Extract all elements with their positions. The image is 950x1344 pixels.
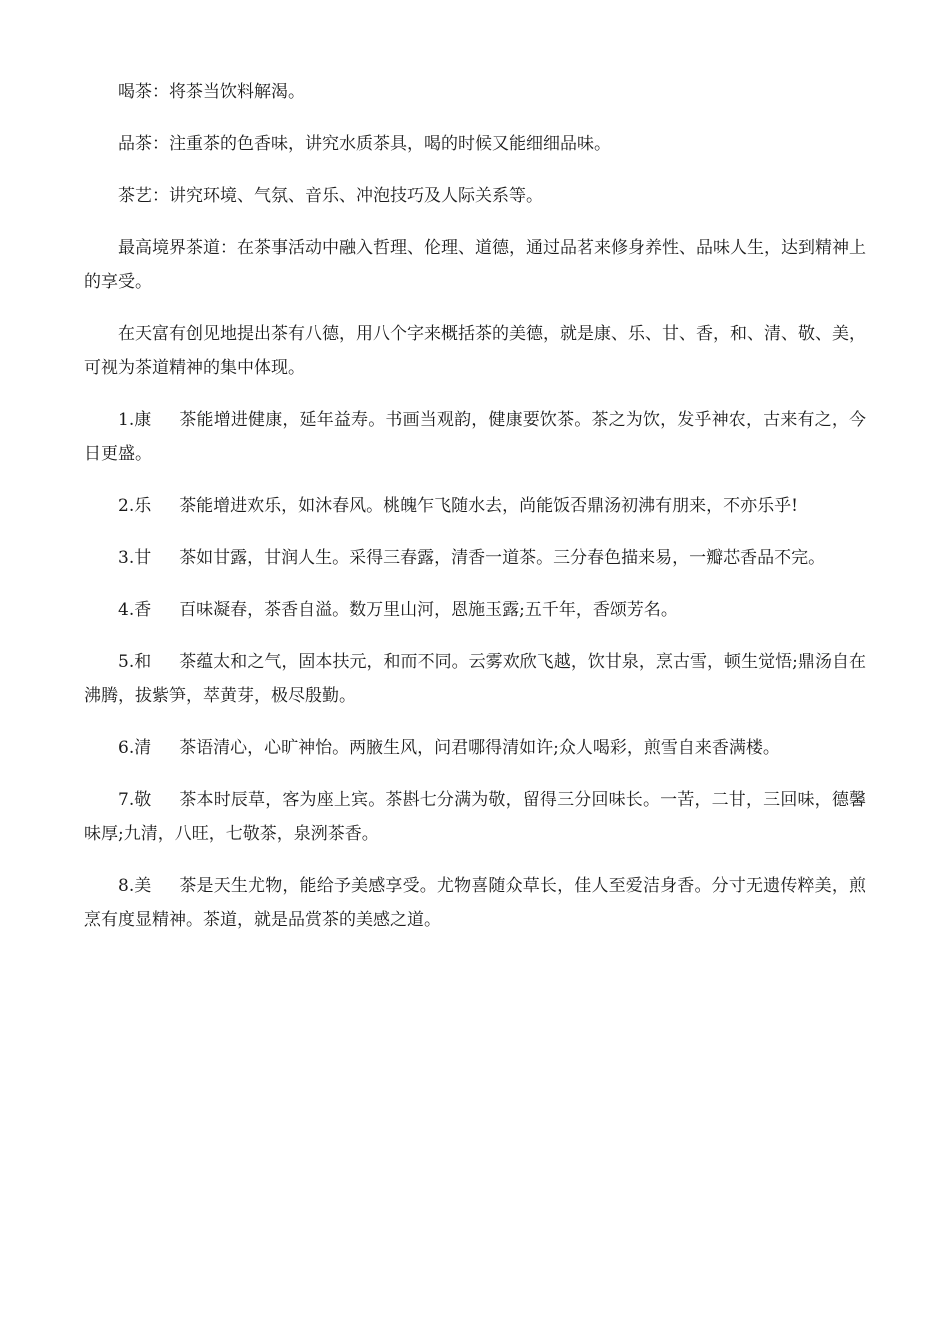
paragraph-tea-art: 茶艺：讲究环境、气氛、音乐、冲泡技巧及人际关系等。 bbox=[118, 186, 543, 206]
virtue-label: 8.美 bbox=[118, 876, 152, 896]
virtue-text: 茶是天生尤物，能给予美感享受。尤物喜随众草长，佳人至爱洁身香。分寸无遗传粹美，煎烹有度显精神。茶道，就是品赏茶的美感之道。 bbox=[84, 876, 866, 930]
paragraph-tasting-tea: 品茶：注重茶的色香味，讲究水质茶具，喝的时候又能细细品味。 bbox=[118, 134, 611, 154]
virtue-item bbox=[84, 489, 866, 523]
virtue-item bbox=[84, 869, 866, 937]
virtue-text: 茶蕴太和之气，固本扶元，和而不同。云雾欢欣飞越，饮甘泉，烹古雪，顿生觉悟;鼎汤自在沸腾，拔紫笋，萃黄芽，极尽殷勤。 bbox=[84, 652, 866, 706]
virtue-label: 3.甘 bbox=[118, 548, 152, 568]
virtue-item bbox=[84, 731, 866, 765]
virtue-item bbox=[84, 403, 866, 471]
virtue-text: 茶如甘露，甘润人生。采得三春露，清香一道茶。三分春色描来易，一瓣芯香品不完。 bbox=[179, 548, 826, 568]
virtue-label: 1.康 bbox=[118, 410, 152, 430]
virtue-text: 茶语清心，心旷神怡。两腋生风，问君哪得清如许;众人喝彩，煎雪自来香满楼。 bbox=[179, 738, 780, 758]
paragraph-eight-virtues: 在天富有创见地提出茶有八德，用八个字来概括茶的美德，就是康、乐、甘、香，和、清、敬、美，可视为茶道精神的集中体现。 bbox=[84, 324, 866, 378]
paragraph-tea-way: 最高境界茶道：在茶事活动中融入哲理、伦理、道德，通过品茗来修身养性、品味人生，达到精神上的享受。 bbox=[84, 238, 866, 292]
virtue-item bbox=[84, 593, 866, 627]
virtue-text: 百味凝春，茶香自溢。数万里山河，恩施玉露;五千年，香颂芳名。 bbox=[179, 600, 678, 620]
virtue-label: 7.敬 bbox=[118, 790, 152, 810]
virtue-label: 6.清 bbox=[118, 738, 152, 758]
virtue-text: 茶能增进健康，延年益寿。书画当观韵，健康要饮茶。茶之为饮，发乎神农，古来有之，今日更盛。 bbox=[84, 410, 866, 464]
virtue-item bbox=[84, 541, 866, 575]
virtue-label: 2.乐 bbox=[118, 496, 152, 516]
virtue-item bbox=[84, 783, 866, 851]
virtue-item bbox=[84, 645, 866, 713]
paragraph-drinking-tea: 喝茶：将茶当饮料解渴。 bbox=[118, 82, 305, 102]
virtue-text: 茶本时辰草，客为座上宾。茶斟七分满为敬，留得三分回味长。一苦，二甘，三回味，德馨味厚;九清，八旺，七敬茶，泉洌茶香。 bbox=[84, 790, 866, 844]
virtue-text: 茶能增进欢乐，如沐春风。桃魄乍飞随水去，尚能饭否鼎汤初沸有朋来，不亦乐乎! bbox=[179, 496, 799, 516]
virtue-label: 4.香 bbox=[118, 600, 152, 620]
virtue-label: 5.和 bbox=[118, 652, 152, 672]
document-body bbox=[84, 75, 866, 955]
